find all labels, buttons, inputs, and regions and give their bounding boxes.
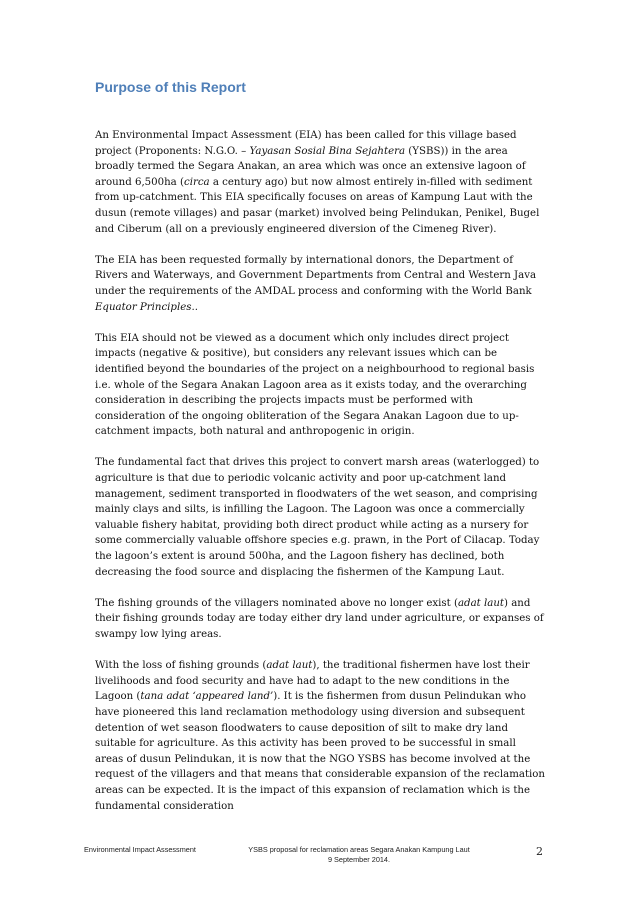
paragraph-eia-scope: This EIA should not be viewed as a document which only includes direct project impacts (negative & positive), but considers any relevant issues which can be identified beyond the boundaries of the project on a neighbourhood to regional basis i.e. whole of the Segara Anakan Lagoon area as it exists today, and the overarching consideration in describing the projects impacts must be performed with consideration of the ongoing obliteration of the Segara Anakan Lagoon due to up-catchment impacts, both natural and anthropogenic in origin. [95, 332, 535, 438]
paragraph-fundamental-fact: The fundamental fact that drives this project to convert marsh areas (waterlogged) to agriculture is that due to periodic volcanic activity and poor up-catchment land management, sediment transported in floodwaters of the wet season, and comprising mainly clays and silts, is infilling the Lagoon. The Lagoon was once a commercially valuable fishery habitat, providing both direct product while acting as a nursery for some commercially valuable offshore species e.g. prawn, in the Port of Cilacap. Today the lagoon’s extent is around 500ha, and the Lagoon fishery has declined, both decreasing the food source and displacing the fishermen of the Kampung Laut. [95, 457, 540, 578]
footer-center [234, 845, 484, 865]
report-body [95, 128, 545, 830]
paragraph-eia-proponents [95, 128, 545, 237]
p6-italic-tana-adat: tana adat ‘appeared land’ [140, 691, 274, 703]
p1-italic-ngo: Yayasan Sosial Bina Sejahtera [249, 145, 406, 157]
paragraph-loss-of-fishing [95, 658, 545, 814]
p6-italic-adat-laut: adat laut [266, 660, 313, 672]
p5-italic-adat-laut: adat laut [457, 597, 504, 609]
p6-text-a: With the loss of fishing grounds ( [95, 660, 267, 672]
p6-text-b: ), the traditional fishermen have lost their livelihoods and food security and have had to adapt to the new conditions in the Lagoon ( [95, 660, 530, 703]
section-heading: Purpose of this Report [95, 79, 246, 95]
page-number: 2 [536, 845, 543, 858]
p1-text-c: a century ago) but now almost entirely in-filled with sediment from up-catchment. This EIA specifically focuses on areas of Kampung Laut with the dusun (remote villages) and pasar (market) involved being Pelindukan, Penikel, Bugel and Ciberum (all on a previously engineered diversion of the Cimeneg River). [95, 176, 540, 235]
p2-text-a: The EIA has been requested formally by international donors, the Department of Rivers and Waterways, and Government Departments from Central and Western Java under the requirements of the AMDAL process and conforming with the World Bank [95, 254, 537, 297]
p2-italic-equator: Equator Principles [95, 301, 192, 313]
paragraph-eia-requested [95, 253, 545, 315]
p1-text-b: (YSBS)) in the area broadly termed the Segara Anakan, an area which was once an extensive lagoon of around 6,500ha ( [95, 145, 526, 188]
p2-text-b: .. [191, 301, 198, 313]
footer-center-line2: 9 September 2014. [327, 855, 391, 864]
p6-text-c: ). It is the fishermen from dusun Pelindukan who have pioneered this land reclamation methodology using diversion and subsequent detention of wet season floodwaters to cause deposition of silt to make dry land suitable for agriculture. As this activity has been proved to be successful in small areas of dusun Pelindukan, it is now that the NGO YSBS has become involved at the request of the villagers and that means that considerable expansion of the reclamation areas can be expected. It is the impact of this expansion of reclamation which is the fundamental consideration [95, 691, 545, 812]
paragraph-fishing-grounds [95, 596, 545, 643]
footer-left-title: Environmental Impact Assessment [84, 845, 196, 854]
p5-text-b: ) and their fishing grounds today are today either dry land under agriculture, or expanses of swampy low lying areas. [95, 597, 544, 640]
footer-center-line1: YSBS proposal for reclamation areas Segara Anakan Kampung Laut [248, 845, 470, 854]
p5-text-a: The fishing grounds of the villagers nominated above no longer exist ( [95, 597, 458, 609]
p1-text-a: An Environmental Impact Assessment (EIA) has been called for this village based project (Proponents: N.G.O. – [95, 130, 517, 157]
p1-italic-circa: circa [183, 176, 210, 188]
